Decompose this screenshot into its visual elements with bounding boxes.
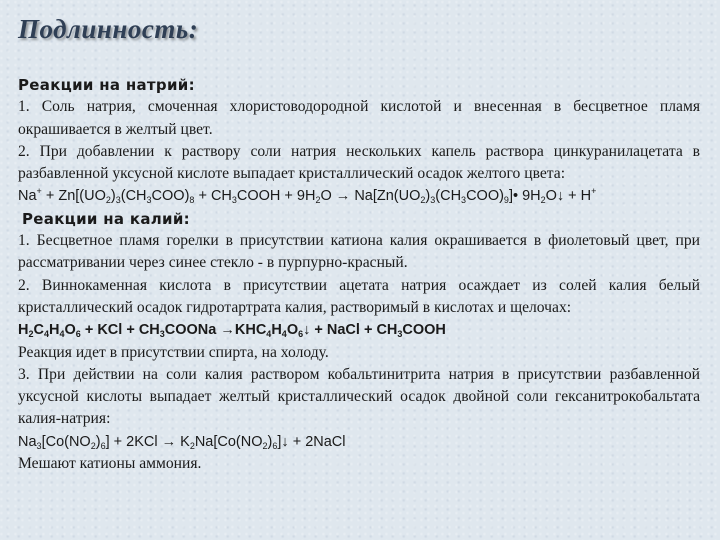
- eq-text: ): [425, 188, 431, 205]
- eq-sup: +: [36, 186, 42, 197]
- eq-sub: 3: [397, 329, 403, 340]
- eq-sub: 2: [28, 329, 34, 340]
- eq-sub: 3: [231, 195, 237, 206]
- eq-sub: 9: [503, 195, 509, 206]
- eq-sub: 2: [189, 440, 195, 451]
- eq-text: COOH + 9H: [236, 188, 316, 205]
- eq-text: + Zn[(UO: [41, 188, 106, 205]
- potassium-equation-2: [18, 431, 700, 453]
- eq-text: (CH: [435, 188, 462, 205]
- eq-text: H: [49, 322, 60, 339]
- eq-text: O: [64, 322, 76, 339]
- eq-sup: +: [591, 186, 597, 197]
- potassium-paragraph-3: 3. При действии на соли калия раствором кобальтинитрита натрия в присутствии разбавленной уксусной кислоты выпадает желтый кристаллический осадок двойной соли гексанитрокобальтата калия-натрия:: [18, 365, 700, 428]
- eq-text: H: [271, 322, 282, 339]
- eq-text: + CH: [194, 188, 232, 205]
- eq-text: Na: [18, 433, 37, 450]
- eq-text: [Co(NO: [41, 433, 91, 450]
- content-body: [18, 74, 700, 475]
- eq-text: ): [95, 433, 101, 450]
- eq-text: C: [33, 322, 44, 339]
- eq-sub: 3: [430, 195, 436, 206]
- potassium-paragraph-1: 1. Бесцветное пламя горелки в присутствии катиона калия окрашивается в фиолетовый цвет, при рассматривании через синее стекло - в пурпурно-красный.: [18, 232, 700, 272]
- eq-text: Na: [18, 188, 37, 205]
- eq-sub: 6: [272, 440, 278, 451]
- eq-text: ): [110, 188, 116, 205]
- eq-sub: 2: [540, 195, 546, 206]
- sodium-heading: Реакции на натрий:: [18, 76, 195, 94]
- eq-sub: 6: [75, 329, 81, 340]
- eq-sub: 2: [105, 195, 111, 206]
- eq-text: ↓ + NaCl + CH: [303, 322, 398, 339]
- potassium-heading: Реакции на калий:: [22, 209, 190, 228]
- eq-text: O → Na[Zn(UO: [320, 188, 421, 205]
- potassium-note-2: Мешают катионы аммония.: [18, 455, 202, 473]
- potassium-equation-1: [18, 319, 700, 341]
- eq-sub: 3: [461, 195, 467, 206]
- eq-sub: 2: [90, 440, 96, 451]
- eq-sub: 3: [36, 440, 42, 451]
- eq-sub: 6: [100, 440, 106, 451]
- sodium-paragraph-1: 1. Соль натрия, смоченная хлористоводородной кислотой и внесенная в бесцветное пламя окрашивается в желтый цвет.: [18, 98, 700, 138]
- eq-text: H: [18, 322, 29, 339]
- eq-text: + KCl + CH: [80, 322, 160, 339]
- eq-sub: 3: [146, 195, 152, 206]
- potassium-paragraph-2: 2. Виннокаменная кислота в присутствии ацетата натрия осаждает из солей калия белый кристаллический осадок гидротартрата калия, растворимый в кислотах и щелочах:: [18, 276, 700, 316]
- eq-sub: 4: [266, 329, 272, 340]
- eq-sub: 3: [115, 195, 121, 206]
- page-title: Подлинность:: [18, 14, 199, 44]
- eq-text: ]• 9H: [508, 188, 541, 205]
- eq-sub: 3: [159, 329, 165, 340]
- eq-text: Na[Co(NO: [194, 433, 263, 450]
- eq-text: ] + 2KCl → K: [105, 433, 190, 450]
- eq-sub: 2: [262, 440, 268, 451]
- eq-text: ]↓ + 2NaCl: [277, 433, 346, 450]
- eq-text: COOH: [402, 322, 446, 339]
- eq-text: O↓ + H: [545, 188, 592, 205]
- eq-text: ): [267, 433, 273, 450]
- eq-text: O: [286, 322, 299, 339]
- eq-sub: 2: [420, 195, 426, 206]
- eq-text: COONa →KHC: [164, 322, 267, 339]
- eq-text: COO): [151, 188, 190, 205]
- eq-text: COO): [466, 188, 504, 205]
- eq-sub: 4: [281, 329, 287, 340]
- eq-sub: 2: [315, 195, 321, 206]
- eq-sub: 4: [59, 329, 65, 340]
- sodium-paragraph-2: 2. При добавлении к раствору соли натрия нескольких капель раствора цинкуранилацетата в разбавленной уксусной кислоте выпадает кристаллический осадок желтого цвета:: [18, 142, 700, 183]
- sodium-equation: [18, 185, 700, 207]
- eq-text: (CH: [120, 188, 147, 205]
- eq-sub: 4: [43, 329, 49, 340]
- eq-sub: 8: [189, 195, 195, 206]
- potassium-note-1: Реакция идет в присутствии спирта, на холоду.: [18, 343, 329, 361]
- eq-sub: 6: [298, 329, 304, 340]
